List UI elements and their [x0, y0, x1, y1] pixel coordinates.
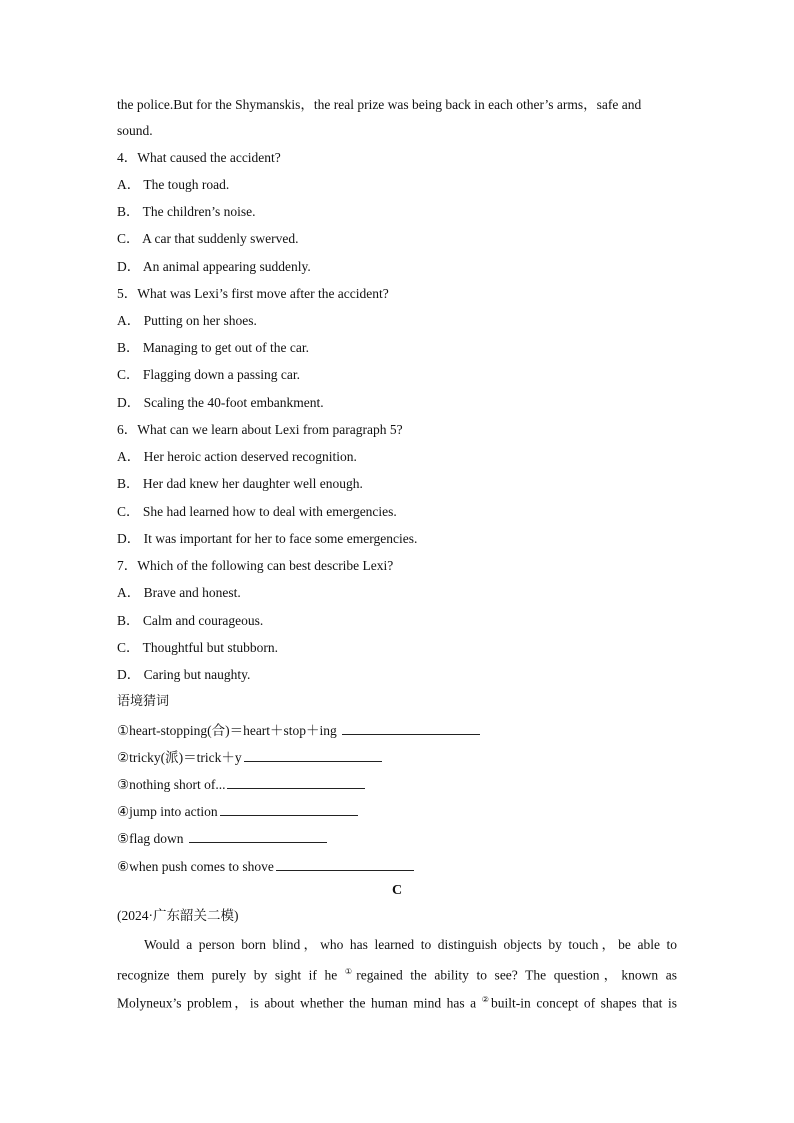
answer-option: D． Caring but naughty. [117, 667, 251, 682]
paragraph-line: Would a person born blind，who has learned to distinguish objects by touch，be able to [144, 937, 677, 952]
vocab-term: ⑥when push comes to shove [117, 859, 274, 874]
vocab-term: ①heart-stopping(合)＝heart＋stop＋ing [117, 723, 341, 738]
answer-option: C． Thoughtful but stubborn. [117, 640, 279, 655]
answer-option: D． Scaling the 40-foot embankment. [117, 395, 324, 410]
answer-option: D． It was important for her to face some emergencies. [117, 531, 418, 546]
answer-option: C． A car that suddenly swerved. [117, 231, 299, 246]
fill-blank[interactable] [189, 829, 327, 843]
annotation-mark: ② [481, 995, 492, 1004]
question-stem: 4．What caused the accident? [117, 150, 281, 165]
vocab-term: ③nothing short of... [117, 777, 226, 792]
question-stem: 6．What can we learn about Lexi from paragraph 5? [117, 422, 403, 437]
vocab-term: ④jump into action [117, 804, 218, 819]
answer-option: D． An animal appearing suddenly. [117, 259, 311, 274]
vocab-item [117, 775, 365, 794]
vocab-item [117, 857, 414, 876]
answer-option: B． Calm and courageous. [117, 613, 264, 628]
answer-option: B． Her dad knew her daughter well enough. [117, 476, 363, 491]
paragraph-line: recognize them purely by sight if he ①regained the ability to see? The question，known as [117, 967, 677, 983]
fill-blank[interactable] [227, 775, 365, 789]
section-letter: C [391, 883, 403, 898]
vocab-item [117, 721, 480, 740]
answer-option: A． Brave and honest. [117, 585, 241, 600]
section-source: (2024·广东韶关二模) [117, 908, 239, 923]
fill-blank[interactable] [220, 802, 358, 816]
fill-blank[interactable] [244, 748, 382, 762]
vocab-term: ⑤flag down [117, 831, 187, 846]
vocab-heading: 语境猜词 [117, 694, 170, 709]
vocab-term: ②tricky(派)＝trick＋y [117, 750, 242, 765]
answer-option: B． Managing to get out of the car. [117, 340, 309, 355]
answer-option: C． She had learned how to deal with emergencies. [117, 504, 397, 519]
vocab-item [117, 802, 358, 821]
question-stem: 5．What was Lexi’s first move after the accident? [117, 286, 389, 301]
passage-line: the police.But for the Shymanskis，the real prize was being back in each other’s arms，safe and [117, 97, 642, 112]
answer-option: A． The tough road. [117, 177, 230, 192]
vocab-item [117, 829, 327, 848]
fill-blank[interactable] [342, 721, 480, 735]
answer-option: A． Her heroic action deserved recognition. [117, 449, 357, 464]
fill-blank[interactable] [276, 857, 414, 871]
vocab-item [117, 748, 382, 767]
passage-line: sound. [117, 123, 153, 138]
answer-option: B． The children’s noise. [117, 204, 256, 219]
question-stem: 7．Which of the following can best describe Lexi? [117, 558, 394, 573]
paragraph-line: Molyneux’s problem，is about whether the human mind has a ②built-in concept of shapes that is [117, 995, 677, 1011]
answer-option: C． Flagging down a passing car. [117, 367, 300, 382]
answer-option: A． Putting on her shoes. [117, 313, 257, 328]
annotation-mark: ① [344, 967, 357, 976]
